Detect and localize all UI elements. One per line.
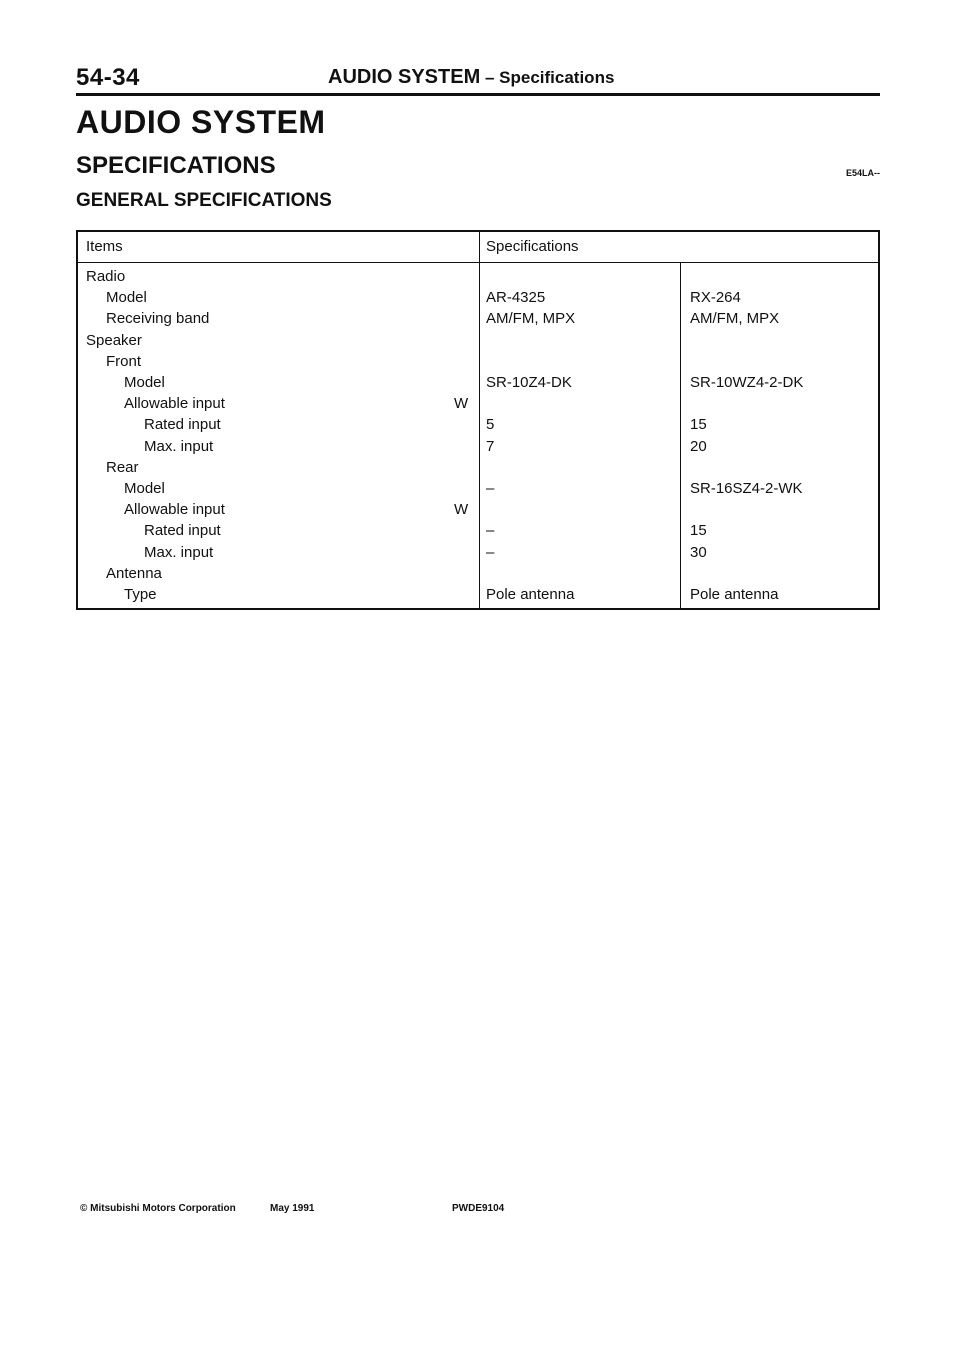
page-header [76, 62, 880, 96]
spec-value-col1: AR-4325 [486, 289, 546, 307]
spec-value-col1: AM/FM, MPX [486, 310, 576, 328]
footer-copyright: © Mitsubishi Motors Corporation [80, 1203, 236, 1214]
table-row [78, 436, 878, 457]
table-row [78, 542, 878, 563]
row-unit: W [454, 395, 469, 413]
page-number: 54-34 [76, 64, 140, 91]
spec-value-col1: Pole antenna [486, 586, 575, 603]
header-rule [76, 93, 880, 96]
running-title-sub: – Specifications [480, 68, 615, 87]
header-row-divider [78, 262, 878, 263]
row-label: Model [124, 480, 165, 497]
row-label: Max. input [144, 543, 214, 561]
table-row [78, 584, 878, 605]
row-label: Model [124, 374, 165, 391]
row-label: Type [124, 586, 157, 603]
row-label: Speaker [86, 331, 142, 349]
spec-value-col2: SR-10WZ4-2-DK [690, 374, 804, 391]
spec-value-col1: 5 [486, 416, 495, 434]
document-title: AUDIO SYSTEM [76, 104, 326, 140]
table-row [78, 393, 878, 414]
row-unit: W [454, 501, 469, 519]
spec-value-col2: AM/FM, MPX [690, 310, 780, 328]
table-row [78, 563, 878, 584]
footer-date: May 1991 [270, 1203, 315, 1214]
table-row [78, 266, 878, 287]
subsection-title: GENERAL SPECIFICATIONS [76, 190, 332, 211]
specifications-table [76, 230, 880, 610]
spec-value-col2: 20 [690, 437, 707, 455]
spec-value-col1: – [486, 543, 495, 561]
table-row [78, 287, 878, 308]
row-label: Model [106, 289, 147, 307]
table-row [78, 499, 878, 520]
spec-value-col2: RX-264 [690, 289, 741, 307]
table-row [78, 414, 878, 435]
running-title [328, 66, 614, 89]
spec-value-col1: SR-10Z4-DK [486, 374, 572, 391]
table-row [78, 372, 878, 393]
row-label: Allowable input [124, 501, 225, 519]
column-header-specifications: Specifications [486, 238, 579, 255]
row-label: Max. input [144, 437, 214, 455]
section-title: SPECIFICATIONS [76, 152, 276, 179]
spec-value-col2: 30 [690, 543, 707, 561]
table-row [78, 520, 878, 541]
row-label: Antenna [106, 564, 162, 582]
spec-value-col1: – [486, 480, 495, 497]
table-row [78, 478, 878, 499]
spec-value-col2: 15 [690, 416, 707, 434]
spec-value-col2: 15 [690, 522, 707, 540]
table-row [78, 457, 878, 478]
row-label: Receiving band [106, 310, 210, 328]
running-title-main: AUDIO SYSTEM [328, 66, 481, 88]
row-label: Rear [106, 458, 139, 476]
row-label: Front [106, 352, 142, 370]
row-label: Radio [86, 268, 126, 285]
row-label: Allowable input [124, 395, 225, 413]
table-row [78, 308, 878, 329]
spec-value-col1: – [486, 522, 495, 540]
table-row [78, 351, 878, 372]
table-row [78, 330, 878, 351]
row-label: Rated input [144, 522, 221, 540]
spec-value-col1: 7 [486, 437, 495, 455]
spec-value-col2: SR-16SZ4-2-WK [690, 480, 803, 497]
spec-value-col2: Pole antenna [690, 586, 779, 603]
row-label: Rated input [144, 416, 221, 434]
column-header-items: Items [86, 238, 123, 255]
footer-code: PWDE9104 [452, 1203, 505, 1214]
section-code: E54LA-- [846, 168, 881, 178]
